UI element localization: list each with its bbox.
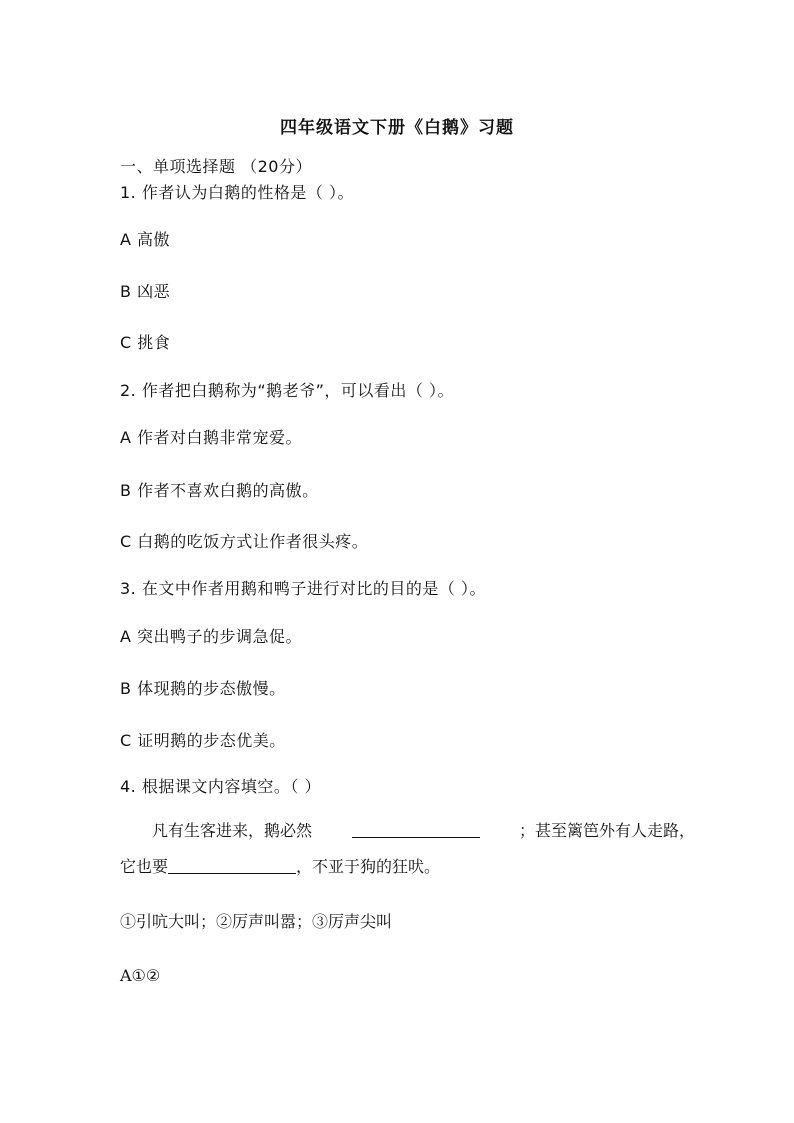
fill-in-passage (120, 821, 695, 841)
question-2-option-c: C 白鹅的吃饭方式让作者很头疼。 (120, 532, 369, 551)
question-1-stem: 1. 作者认为白鹅的性格是（ ）。 (120, 183, 354, 202)
answer-blank-1[interactable] (352, 821, 480, 838)
question-2-option-b: B 作者不喜欢白鹅的高傲。 (120, 481, 319, 500)
passage-line-1 (152, 821, 695, 841)
question-4-stem: 4. 根据课文内容填空。（ ） (120, 777, 321, 796)
passage-line-1-end: ；甚至篱笆外有人走路， (518, 821, 695, 840)
question-1-option-a: A 高傲 (120, 230, 171, 249)
section-heading: 一、单项选择题 （20分） (120, 157, 312, 176)
question-2-stem: 2. 作者把白鹅称为“鹅老爷”，可以看出（ ）。 (120, 381, 455, 400)
passage-line-1-start: 凡有生客进来，鹅必然 (152, 821, 313, 840)
passage-line-2 (120, 857, 695, 877)
answer-blank-2[interactable] (168, 857, 296, 874)
question-4-choices: ①引吭大叫；②厉声叫嚣；③厉声尖叫 (120, 912, 393, 931)
page-title: 四年级语文下册《白鹅》习题 (280, 118, 514, 138)
question-4-option-a: A①② (120, 966, 161, 985)
question-1-option-b: B 凶恶 (120, 282, 171, 301)
question-3-option-a: A 突出鸭子的步调急促。 (120, 627, 303, 646)
question-1-option-c: C 挑食 (120, 333, 171, 352)
question-3-stem: 3. 在文中作者用鹅和鸭子进行对比的目的是（ ）。 (120, 579, 486, 598)
passage-line-2-start: 它也要 (120, 857, 169, 876)
question-3-option-b: B 体现鹅的步态傲慢。 (120, 679, 286, 698)
passage-line-2-end: ，不亚于狗的狂吠。 (296, 857, 441, 876)
question-2-option-a: A 作者对白鹅非常宠爱。 (120, 428, 303, 447)
question-3-option-c: C 证明鹅的步态优美。 (120, 731, 286, 750)
